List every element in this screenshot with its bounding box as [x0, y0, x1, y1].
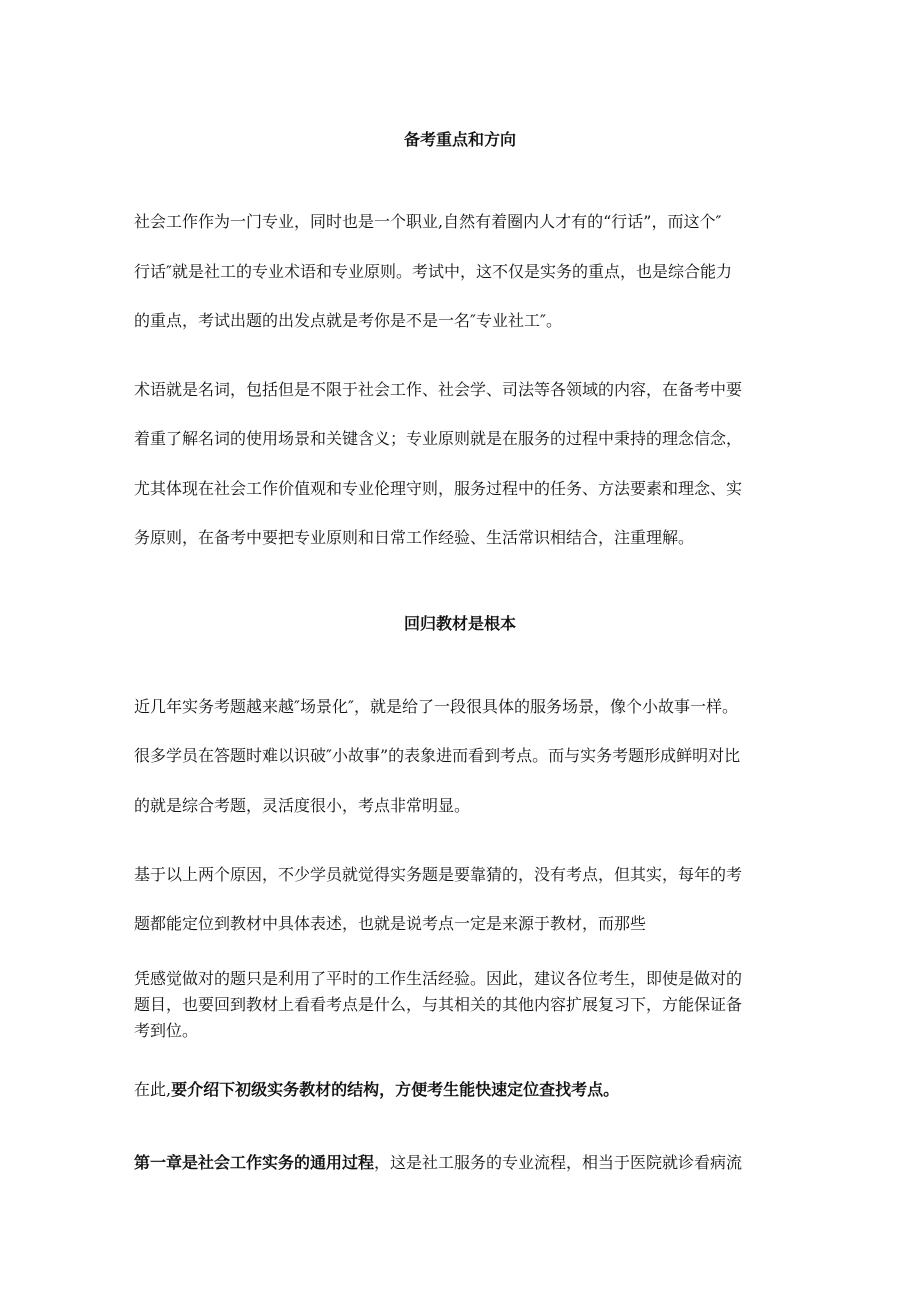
paragraph-line: 社会工作作为一门专业，同时也是一个职业,自然有着圈内人才有的“行话”，而这个″: [134, 212, 722, 231]
paragraph-line: 的就是综合考题，灵活度很小，考点非常明显。: [134, 796, 471, 815]
paragraph-line: 很多学员在答题时难以识破″小故事”的表象进而看到考点。而与实务考题形成鲜明对比: [134, 746, 741, 765]
paragraph-bold-text: 要介绍下初级实务教材的结构，方便考生能快速定位查找考点。: [171, 1080, 620, 1099]
paragraph-prefix: 在此,: [134, 1080, 172, 1099]
paragraph-bold-text: 第一章是社会工作实务的通用过程: [134, 1153, 375, 1172]
paragraph-tight: [134, 966, 794, 1044]
section-heading-exam-focus: 备考重点和方向: [403, 130, 516, 149]
paragraph-rest-text: ，这是社工服务的专业流程，相当于医院就诊看病流: [374, 1153, 743, 1172]
paragraph-line: 近几年实务考题越来越″场景化″，就是给了一段很具体的服务场景，像个小故事一样。: [134, 697, 738, 716]
paragraph-line: 凭感觉做对的题只是利用了平时的工作生活经验。因此，建议各位考生，即使是做对的: [134, 969, 743, 988]
paragraph-line: 着重了解名词的使用场景和关键含义；专业原则就是在服务的过程中秉持的理念信念，: [134, 429, 743, 448]
paragraph-line: 的重点，考试出题的出发点就是考你是不是一名″专业社工″。: [134, 311, 562, 330]
paragraph-structure-intro: [134, 1080, 794, 1100]
paragraph-line: 题目，也要回到教材上看看考点是什么，与其相关的其他内容扩展复习下，方能保证备: [134, 995, 743, 1014]
paragraph-line: 术语就是名词，包括但是不限于社会工作、社会学、司法等各领域的内容，在备考中要: [134, 380, 743, 399]
section-heading-return-to-textbook: 回归教材是根本: [403, 614, 516, 633]
paragraph-line: 基于以上两个原因，不少学员就觉得实务题是要靠猜的，没有考点，但其实，每年的考: [134, 865, 743, 884]
paragraph-line: 题都能定位到教材中具体表述，也就是说考点一定是来源于教材，而那些: [134, 914, 647, 933]
paragraph-line: 务原则，在备考中要把专业原则和日常工作经验、生活常识相结合，注重理解。: [134, 528, 695, 547]
paragraph-line: 尤其体现在社会工作价值观和专业伦理守则，服务过程中的任务、方法要素和理念、实: [134, 479, 743, 498]
paragraph-line: 考到位。: [134, 1021, 199, 1040]
paragraph-chapter-one: [134, 1153, 794, 1173]
paragraph-line: 行话″就是社工的专业术语和专业原则。考试中，这不仅是实务的重点，也是综合能力: [134, 262, 732, 281]
